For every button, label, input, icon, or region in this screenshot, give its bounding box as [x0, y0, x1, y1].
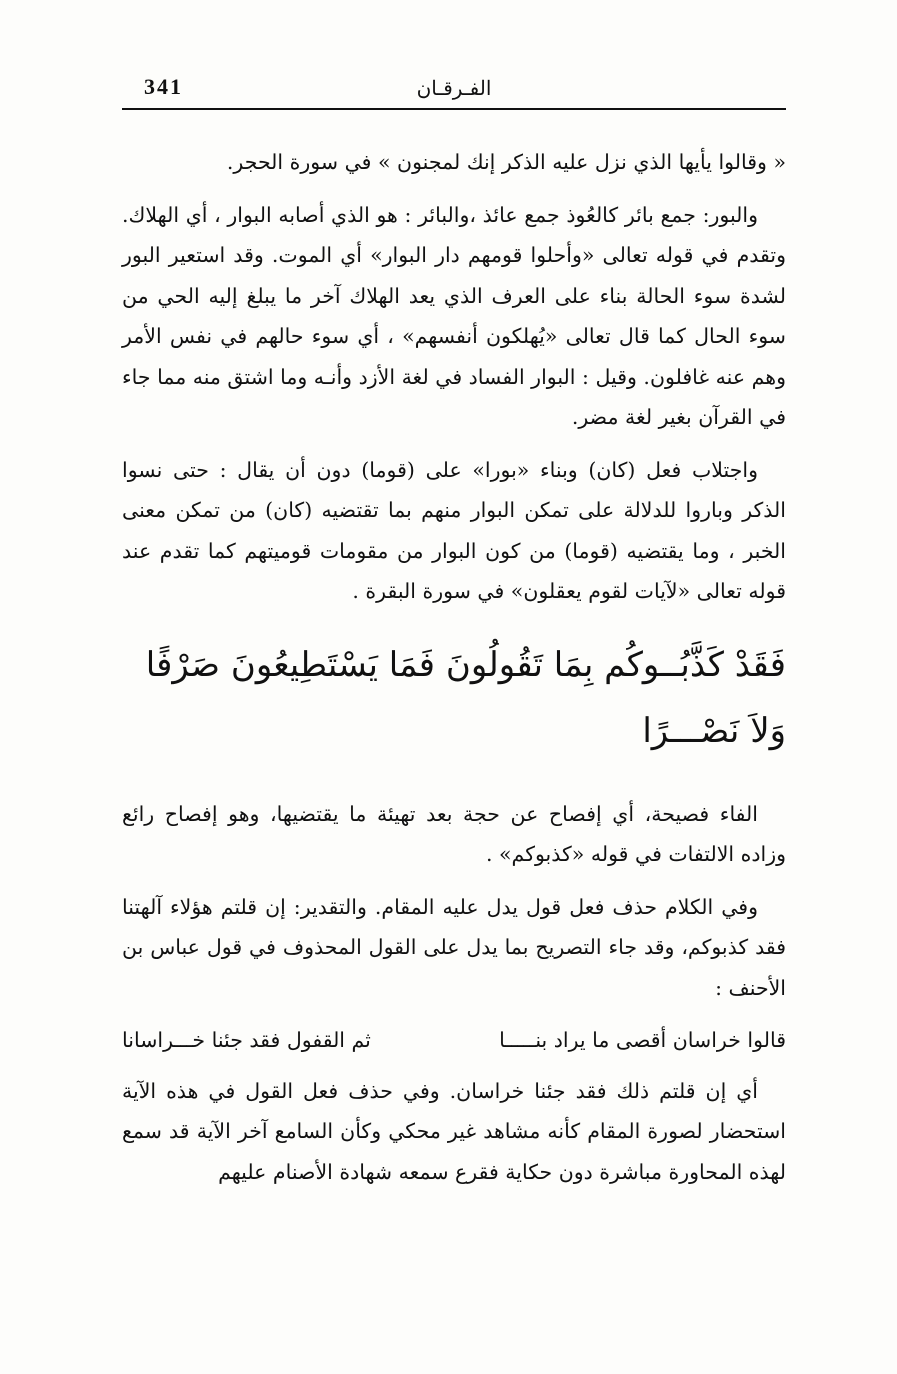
poem-first-hemistich: قالوا خراسان أقصى ما يراد بنـــــا	[499, 1028, 786, 1052]
paragraph-kana-explanation: واجتلاب فعل (كان) وبناء «بورا» على (قوما) دون أن يقال : حتى نسوا الذكر وباروا للدلالة على تمكن البوار منهم بما تقتضيه (كان) من تمكن معنى الخبر ، وما يقتضيه (قوما) من كون البوار من مقومات قوميتهم كما تقدم عند قوله تعالى «لآيات لقوم يعقلون» في سورة البقرة .	[122, 457, 786, 603]
running-title: الفـرقـان	[416, 76, 492, 100]
paragraph-quote-continuation: « وقالوا يأيها الذي نزل عليه الذكر إنك لمجنون » في سورة الحجر.	[226, 150, 786, 174]
paragraph-omitted-speech: وفي الكلام حذف فعل قول يدل عليه المقام. والتقدير: إن قلتم هؤلاء آلهتنا فقد كذبوكم، وقد جاء التصريح بما يدل على القول المحذوف في قول عباس بن الأحنف :	[122, 894, 786, 1000]
poem-second-hemistich: ثم القفول فقد جئنا خـــراسانا	[122, 1028, 371, 1052]
page-number: 341	[144, 74, 183, 99]
paragraph-conclusion: أي إن قلتم ذلك فقد جئنا خراسان. وفي حذف فعل القول في هذه الآية استحضار لصورة المقام كأنه مشاهد غير محكي وكأن السامع آخر الآية قد سمع لهذه المحاورة مباشرة دون حكاية فقرع سمعه شهادة الأصنام عليهم	[122, 1078, 786, 1184]
body-text	[122, 142, 786, 1204]
quran-verse: فَقَدْ كَذَّبُــوكُم بِمَا تَقُولُونَ فَمَا يَسْتَطِيعُونَ صَرْفًا وَلاَ نَصْـــرًا	[145, 644, 786, 751]
paragraph-fa-fasiha: الفاء فصيحة، أي إفصاح عن حجة بعد تهيئة ما يقتضيها، وهو إفصاح رائع وزاده الالتفات في قوله «كذبوكم» .	[122, 801, 786, 866]
paragraph-bur-definition: والبور: جمع بائر كالعُوذ جمع عائذ ،والبائر : هو الذي أصابه البوار ، أي الهلاك. وتقدم في قوله تعالى «وأحلوا قومهم دار البوار» أي الموت. وقد استعير البور لشدة سوء الحالة بناء على العرف الذي يعد الهلاك آخر ما يبلغ إليه الحي من سوء الحال كما قال تعالى «يُهلكون أنفسهم» ، أي سوء حالهم في نفس الأمر وهم عنه غافلون. وقيل : البوار الفساد في لغة الأزد وأنـه وما اشتق منه مما جاء في القرآن بغير لغة مضر.	[122, 202, 786, 429]
header-divider	[122, 108, 786, 110]
poem-verse	[122, 1020, 786, 1061]
page-header	[122, 70, 786, 108]
